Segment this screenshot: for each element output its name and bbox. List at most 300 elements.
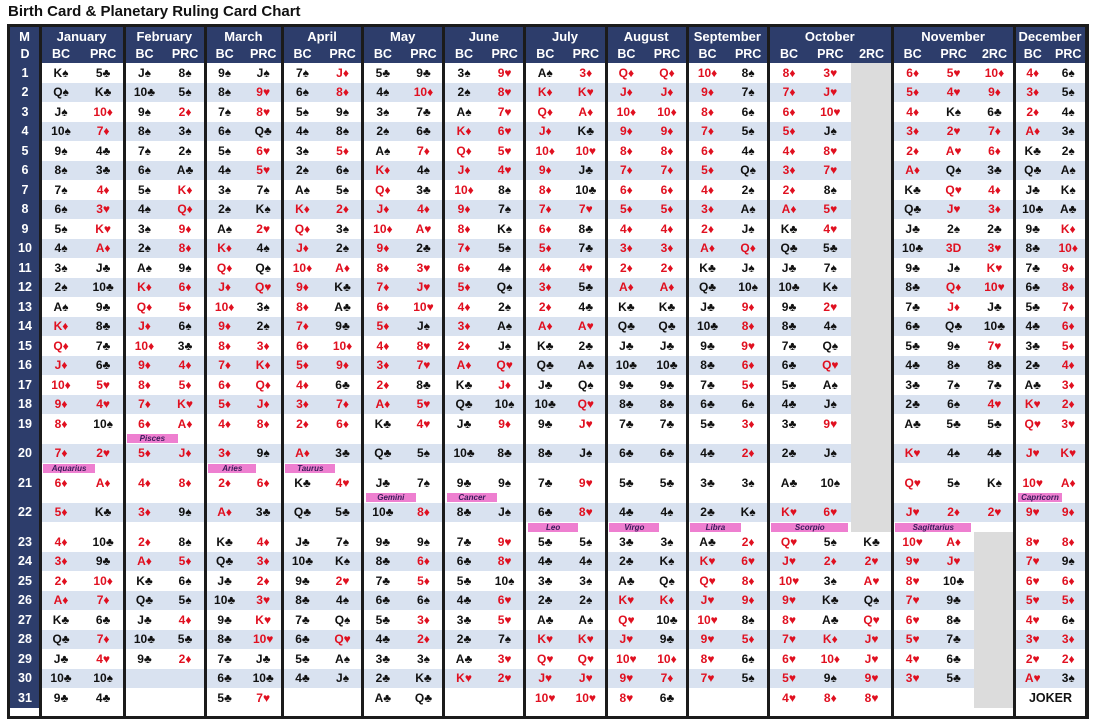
card-cell: 2♦ [823,554,837,569]
card-cell: 4♦ [138,475,151,490]
card-cell: J♠ [498,338,512,353]
card-cell: 5♦ [741,377,755,392]
card-cell: K♦ [295,202,310,217]
card-cell: 9♣ [137,651,152,666]
card-cell: J♠ [137,65,152,80]
card-cell: K♦ [1060,221,1076,236]
card-cell: 10♥ [820,104,841,119]
card-cell: 10♣ [534,397,556,412]
card-cell: J♥ [578,416,593,431]
card-cell: 9♠ [947,338,961,353]
card-cell: K♣ [822,593,839,608]
card-cell: 5♣ [1025,299,1040,314]
card-cell: 3♠ [416,651,431,666]
card-cell: 4♥ [497,163,512,178]
card-cell: 2♥ [987,505,1002,520]
card-cell: A♦ [578,104,594,119]
card-cell: 3♣ [781,416,797,431]
card-cell: 2♥ [335,573,350,588]
card-cell: 5♦ [376,319,390,334]
card-cell: 9♣ [217,612,232,627]
card-cell: 7♦ [376,280,390,295]
card-cell: 9♥ [619,671,634,686]
card-cell: 3♣ [335,446,350,461]
card-cell: Q♠ [863,593,880,608]
card-cell: 6♣ [946,651,961,666]
card-cell: 8♠ [178,534,192,549]
card-cell: 8♦ [1061,280,1075,295]
card-cell: 5♦ [336,143,349,158]
card-cell: 4♦ [457,299,471,314]
card-cell: 7♦ [988,124,1001,139]
card-cell: 8♣ [416,377,431,392]
card-cell: 10♦ [332,338,353,353]
card-cell: 5♣ [295,651,310,666]
card-cell: 5♠ [178,593,192,608]
card-cell: 5♠ [947,475,961,490]
card-cell: A♠ [822,377,838,392]
card-cell: 5♥ [96,377,111,392]
card-cell: K♦ [456,124,472,139]
card-cell: J♠ [947,260,961,275]
card-cell: Q♣ [904,202,922,217]
card-cell: 10♣ [133,85,156,100]
card-cell: K♣ [94,85,112,100]
card-cell: 9♣ [456,475,472,490]
card-cell: K♠ [53,65,69,80]
card-cell: 2♦ [620,260,633,275]
card-cell: 2♠ [1061,143,1075,158]
card-cell: 10♣ [372,505,394,520]
day-label: 28 [10,630,40,650]
card-cell: 2♦ [538,299,552,314]
card-cell: 8♥ [864,690,879,705]
card-cell: 7♥ [1025,554,1040,569]
card-cell: 10♦ [657,104,677,119]
card-cell: J♦ [54,358,68,373]
card-cell: A♠ [217,221,233,236]
card-cell: 2♣ [456,632,472,647]
card-cell: 9♣ [295,573,310,588]
card-cell: 10♠ [494,573,515,588]
card-cell: 4♣ [295,671,310,686]
card-cell: 6♦ [782,104,796,119]
card-cell: J♦ [178,446,192,461]
card-cell: 3♣ [905,377,920,392]
card-cell: 4♣ [456,593,472,608]
card-cell: J♣ [619,338,634,353]
card-cell: 9♠ [416,534,431,549]
card-cell: K♠ [335,554,351,569]
card-cell: 9♣ [537,416,553,431]
card-cell: 2♠ [256,319,270,334]
card-cell: 3♣ [619,534,634,549]
subheader-prc: PRC [566,45,607,63]
card-cell: 8♥ [700,651,715,666]
card-cell: K♥ [456,671,472,686]
card-cell: 10♣ [942,573,965,588]
card-cell: A♦ [905,163,921,178]
card-cell: 6♦ [660,182,674,197]
card-cell: 2♠ [54,280,68,295]
card-cell: Q♠ [255,260,272,275]
card-cell: J♦ [138,319,151,334]
card-cell: 10♦ [657,651,677,666]
card-cell: K♣ [455,377,473,392]
card-cell: 4♥ [823,221,838,236]
card-cell: 3♠ [295,143,310,158]
card-cell: Q♦ [53,338,69,353]
card-cell: 4♣ [987,446,1002,461]
card-cell: 6♦ [178,280,192,295]
card-cell: 8♣ [95,319,111,334]
card-cell: 4♦ [988,182,1001,197]
card-cell: Q♦ [456,143,472,158]
card-cell: 10♣ [696,319,719,334]
unused-column-block [974,532,1015,708]
card-cell: A♥ [415,221,432,236]
card-cell: 9♥ [823,416,838,431]
card-cell: Q♠ [740,163,756,178]
card-cell: 9♦ [741,593,755,608]
sign-strip [40,463,1086,473]
month-separator [767,27,770,716]
card-cell: 9♦ [988,85,1001,100]
card-cell: K♣ [52,612,70,627]
card-cell: 4♦ [376,338,390,353]
card-cell: 6♦ [701,143,714,158]
card-cell: A♣ [904,416,921,431]
card-cell: 3♥ [905,671,920,686]
card-cell: 2♠ [295,163,310,178]
card-cell: J♣ [456,416,472,431]
card-cell: J♥ [946,554,961,569]
day-label: 18 [10,395,40,415]
sign-strip-label [10,434,40,444]
card-cell: 6♥ [497,124,512,139]
card-cell: 6♣ [700,397,715,412]
card-cell: 9♣ [619,377,634,392]
card-cell: Q♣ [414,690,433,705]
card-cell: A♦ [659,280,675,295]
card-cell: 2♦ [218,475,232,490]
card-cell: 8♦ [256,416,270,431]
card-cell: Q♥ [618,612,635,627]
card-cell: 9♠ [498,475,512,490]
card-cell: 9♦ [178,221,192,236]
card-cell: 9♦ [218,319,232,334]
card-cell: 8♦ [823,690,837,705]
card-cell: A♦ [537,319,553,334]
card-cell: 4♣ [619,505,634,520]
card-cell: 7♣ [375,573,391,588]
card-cell: J♣ [375,475,391,490]
subheader-rc2: 2RC [851,45,892,63]
subheader-prc: PRC [728,45,769,63]
card-cell: 2♥ [823,299,838,314]
card-cell: 10♦ [51,377,71,392]
card-cell: 7♠ [498,202,512,217]
sign-strip [40,434,1086,444]
card-cell: 10♦ [984,65,1005,80]
card-cell: 3♠ [1061,124,1075,139]
card-cell: 7♣ [619,416,634,431]
card-cell: J♠ [256,65,270,80]
card-cell: 9♣ [1025,221,1040,236]
card-cell: 7♦ [96,593,110,608]
card-cell: 7♥ [905,593,920,608]
card-cell: 5♠ [336,182,350,197]
card-cell: 3♣ [537,573,553,588]
card-cell: 10♣ [214,593,236,608]
card-cell: Q♠ [577,377,594,392]
card-cell: J♦ [256,397,270,412]
card-cell: 4♠ [376,85,390,100]
card-cell: 5♣ [375,612,391,627]
card-cell: 8♣ [781,319,797,334]
card-cell: 4♠ [1061,104,1075,119]
card-cell: A♦ [295,446,310,461]
card-cell: 6♦ [620,182,633,197]
card-cell: 7♦ [457,241,471,256]
card-cell: J♣ [659,338,675,353]
card-cell: 2♠ [457,85,471,100]
day-label: 17 [10,375,40,395]
card-cell: 9♣ [659,632,675,647]
month-header-may: May [363,27,444,45]
card-cell: 6♣ [537,505,553,520]
card-cell: A♦ [375,397,391,412]
card-cell: 4♦ [782,143,796,158]
card-cell: 3♠ [660,534,674,549]
card-cell: Q♥ [904,475,921,490]
card-cell: J♥ [1025,446,1040,461]
card-cell: 8♣ [987,358,1002,373]
card-cell: 8♦ [178,475,192,490]
card-cell: J♣ [700,299,715,314]
card-cell: 9♥ [497,534,512,549]
card-cell: Q♣ [216,554,234,569]
card-cell: J♠ [416,319,431,334]
card-cell: Q♦ [177,202,193,217]
day-label: 23 [10,532,40,552]
card-cell: 2♥ [946,124,961,139]
card-cell: 7♠ [741,85,755,100]
card-cell: 7♣ [537,475,553,490]
card-cell: J♥ [619,632,634,647]
card-cell: 7♠ [256,182,270,197]
sign-strip-label [10,493,40,503]
card-cell: 6♠ [741,651,755,666]
card-cell: 7♥ [782,632,796,647]
card-cell: 9♣ [375,534,391,549]
card-cell: K♠ [822,280,838,295]
day-label: 27 [10,610,40,630]
card-cell: 6♠ [947,397,961,412]
card-cell: 8♠ [336,124,350,139]
card-cell: 3♠ [137,221,152,236]
card-cell: A♠ [294,182,311,197]
card-cell: 7♣ [578,241,594,256]
card-cell: 6♦ [1061,319,1075,334]
card-cell: 9♥ [256,85,271,100]
card-cell: 2♠ [741,182,755,197]
card-cell: 3♦ [296,397,309,412]
header-m: M [10,27,40,45]
sign-label-virgo: Virgo [609,523,659,532]
card-cell: 8♣ [375,554,391,569]
card-cell: J♣ [781,260,797,275]
card-cell: A♣ [618,573,635,588]
card-cell: 4♦ [256,534,270,549]
card-cell: 9♥ [578,475,593,490]
card-cell: Q♣ [293,505,312,520]
card-cell: J♥ [823,85,838,100]
card-cell: 10♣ [656,358,678,373]
card-cell: 9♣ [905,260,920,275]
card-cell: J♣ [95,260,111,275]
card-cell: 7♦ [218,358,232,373]
sign-label-sagittarius: Sagittarius [895,523,971,532]
card-cell: 5♥ [782,671,796,686]
month-header-august: August [606,27,687,45]
card-cell: 6♣ [217,671,232,686]
card-cell: Q♦ [255,377,271,392]
card-cell: Q♦ [136,299,153,314]
card-cell: Q♣ [135,593,154,608]
card-cell: 9♣ [335,319,350,334]
card-cell: 5♦ [660,202,674,217]
subheader-bc: BC [363,45,404,63]
card-cell: 7♣ [295,612,310,627]
month-separator [442,27,445,716]
day-label: 30 [10,669,40,689]
card-cell: 8♣ [497,446,512,461]
month-separator [361,27,364,716]
card-cell: 5♦ [782,124,796,139]
card-cell: 9♦ [701,85,714,100]
card-cell: A♠ [537,65,553,80]
card-cell: 3♦ [1061,377,1075,392]
subheader-prc: PRC [403,45,444,63]
card-cell: 5♥ [946,65,961,80]
card-cell: Q♦ [945,280,962,295]
card-cell: 4♥ [96,651,111,666]
month-header-december: December [1015,27,1086,45]
card-cell: 2♦ [54,573,68,588]
card-cell: A♦ [137,554,152,569]
card-cell: 8♠ [947,358,961,373]
card-cell: 5♦ [138,446,151,461]
card-cell: 6♣ [335,377,350,392]
card-cell: 9♦ [138,358,151,373]
card-cell: K♣ [334,280,351,295]
card-cell: 3♦ [988,202,1001,217]
card-cell: 9♠ [178,505,192,520]
card-cell: Q♣ [254,124,272,139]
card-cell: 8♣ [659,397,675,412]
card-cell: 6♣ [781,358,797,373]
card-cell: 3♦ [782,163,796,178]
card-cell: 3♠ [1061,671,1075,686]
card-cell: K♥ [1024,397,1041,412]
card-cell: 9♠ [218,65,232,80]
card-cell: K♠ [497,221,513,236]
card-cell: K♥ [95,221,112,236]
day-label: 22 [10,503,40,523]
card-cell: 3♣ [95,163,111,178]
card-cell: K♦ [177,182,193,197]
card-cell: Q♥ [496,358,513,373]
card-cell: 10♥ [616,651,637,666]
card-cell: 3♦ [417,612,430,627]
card-cell: 10♣ [1022,202,1044,217]
card-cell: Q♠ [659,573,675,588]
card-cell: 3♦ [538,280,552,295]
card-cell: A♥ [945,143,962,158]
subheader-bc: BC [892,45,933,63]
card-cell: 6♥ [497,593,512,608]
month-header-march: March [205,27,282,45]
card-cell: K♠ [740,505,756,520]
card-cell: 4♠ [416,163,431,178]
card-cell: 7♣ [700,377,715,392]
card-cell: Q♥ [822,358,839,373]
card-cell: 9♦ [376,241,390,256]
card-cell: 6♦ [741,358,755,373]
card-cell: 7♦ [54,446,68,461]
card-cell: 8♣ [700,358,715,373]
card-cell: Q♥ [945,182,962,197]
card-cell: A♠ [53,299,69,314]
card-cell: 6♠ [1061,612,1075,627]
card-cell: 8♦ [701,104,714,119]
card-cell: K♦ [53,319,69,334]
card-cell: 2♠ [579,593,593,608]
card-cell: K♦ [137,280,152,295]
card-cell: J♠ [823,397,837,412]
day-label: 19 [10,414,40,434]
card-cell: A♦ [53,593,69,608]
card-cell: 5♠ [416,446,431,461]
card-cell: Q♠ [53,85,69,100]
card-cell: 4♦ [296,377,309,392]
card-cell: 6♠ [416,593,431,608]
sign-label-aries: Aries [208,464,256,473]
card-cell: K♦ [217,241,233,256]
card-cell: 5♥ [497,612,512,627]
month-separator [204,27,207,716]
card-cell: 5♦ [178,377,192,392]
sign-label-gemini: Gemini [366,493,416,502]
card-cell: 7♣ [416,104,431,119]
card-cell: J♦ [620,85,633,100]
card-cell: A♠ [497,319,513,334]
card-cell: A♥ [863,573,880,588]
card-cell: 6♦ [218,377,232,392]
card-cell: 7♦ [296,319,309,334]
card-cell: 7♣ [781,338,797,353]
card-cell: Q♦ [740,241,756,256]
card-cell: 2♦ [336,202,349,217]
card-cell: 9♦ [1061,505,1075,520]
card-cell: 4♣ [578,299,594,314]
card-cell: 10♠ [494,397,515,412]
card-cell: Q♥ [254,280,272,295]
card-cell: K♥ [986,260,1003,275]
card-cell: 4♠ [660,505,674,520]
card-cell: J♣ [255,651,271,666]
